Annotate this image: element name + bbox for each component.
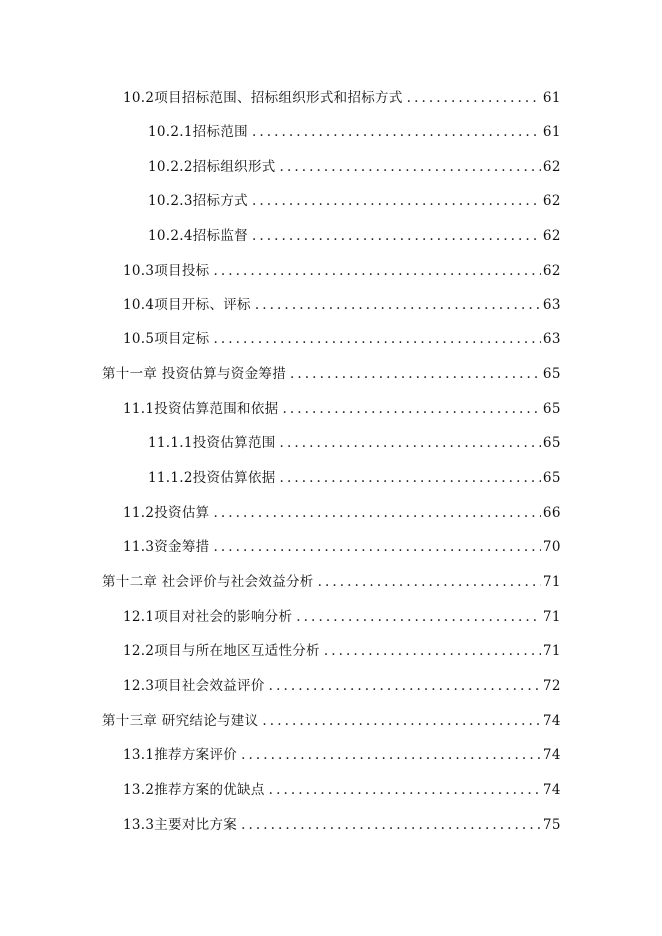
toc-dot-leader: [269, 675, 541, 697]
toc-entry-title: 11.1投资估算范围和依据: [123, 401, 279, 417]
toc-entry-title: 第十一章 投资估算与资金筹措: [102, 366, 286, 382]
toc-entry-page: 62: [542, 193, 561, 209]
toc-entry[interactable]: [123, 260, 561, 282]
toc-dot-leader: [324, 640, 541, 662]
toc-dot-leader: [280, 432, 541, 454]
toc-dot-leader: [213, 328, 540, 350]
toc-entry[interactable]: [123, 502, 561, 524]
toc-entry-page: 62: [542, 159, 561, 175]
toc-entry-title: 10.2.2招标组织形式: [148, 159, 276, 175]
toc-entry-page: 71: [542, 643, 561, 659]
toc-entry-title: 11.1.1投资估算范围: [148, 435, 276, 451]
toc-entry-title: 12.1项目对社会的影响分析: [123, 609, 293, 625]
toc-dot-leader: [252, 121, 541, 143]
toc-entry[interactable]: [102, 363, 561, 385]
toc-entry-title: 10.2.4招标监督: [148, 228, 248, 244]
toc-entry[interactable]: [148, 225, 561, 247]
toc-dot-leader: [296, 606, 541, 628]
toc-entry-title: 13.3主要对比方案: [123, 817, 238, 833]
toc-entry-title: 12.3项目社会效益评价: [123, 678, 265, 694]
toc-dot-leader: [213, 502, 540, 524]
toc-entry[interactable]: [123, 87, 561, 109]
toc-entry-title: 12.2项目与所在地区互适性分析: [123, 643, 320, 659]
toc-entry-page: 74: [542, 782, 561, 798]
toc-entry-title: 10.2.3招标方式: [148, 193, 248, 209]
toc-dot-leader: [241, 814, 541, 836]
toc-entry-title: 10.4项目开标、评标: [123, 297, 251, 313]
toc-dot-leader: [213, 260, 540, 282]
toc-entry[interactable]: [123, 536, 561, 558]
toc-entry-page: 63: [542, 297, 561, 313]
toc-entry[interactable]: [148, 467, 561, 489]
toc-dot-leader: [280, 156, 541, 178]
toc-entry-title: 10.2项目招标范围、招标组织形式和招标方式: [123, 90, 403, 106]
toc-entry[interactable]: [123, 398, 561, 420]
toc-entry-page: 61: [542, 124, 561, 140]
toc-entry-page: 75: [542, 817, 561, 833]
toc-entry-page: 61: [542, 90, 561, 106]
toc-dot-leader: [318, 571, 541, 593]
toc-dot-leader: [290, 363, 541, 385]
toc-entry-page: 65: [542, 366, 561, 382]
toc-dot-leader: [255, 294, 541, 316]
toc-entry[interactable]: [123, 814, 561, 836]
toc-entry-title: 11.3资金筹措: [123, 539, 210, 555]
toc-dot-leader: [241, 744, 541, 766]
toc-entry[interactable]: [148, 121, 561, 143]
toc-entry[interactable]: [123, 606, 561, 628]
toc-entry-page: 62: [542, 263, 561, 279]
toc-entry-page: 63: [542, 331, 561, 347]
toc-entry[interactable]: [123, 675, 561, 697]
toc-entry-page: 65: [542, 435, 561, 451]
toc-entry[interactable]: [123, 294, 561, 316]
toc-entry-title: 13.2推荐方案的优缺点: [123, 782, 265, 798]
toc-dot-leader: [280, 467, 541, 489]
toc-entry-page: 71: [542, 609, 561, 625]
toc-entry[interactable]: [148, 432, 561, 454]
toc-entry-title: 10.5项目定标: [123, 331, 210, 347]
toc-entry-page: 71: [542, 574, 561, 590]
toc-entry[interactable]: [148, 190, 561, 212]
toc-entry[interactable]: [123, 328, 561, 350]
toc-dot-leader: [282, 398, 540, 420]
toc-dot-leader: [269, 779, 541, 801]
toc-entry-page: 66: [542, 505, 561, 521]
toc-entry[interactable]: [102, 571, 561, 593]
toc-entry-page: 62: [542, 228, 561, 244]
toc-entry-page: 65: [542, 401, 561, 417]
toc-entry[interactable]: [102, 710, 561, 732]
toc-dot-leader: [407, 87, 541, 109]
toc-dot-leader: [262, 710, 540, 732]
toc-entry[interactable]: [123, 640, 561, 662]
toc-entry-title: 11.2投资估算: [123, 505, 210, 521]
toc-entry-title: 第十三章 研究结论与建议: [102, 713, 259, 729]
toc-dot-leader: [252, 190, 541, 212]
toc-entry-page: 70: [542, 539, 561, 555]
toc-entry[interactable]: [123, 744, 561, 766]
toc-entry-title: 13.1推荐方案评价: [123, 747, 238, 763]
toc-entry-title: 第十二章 社会评价与社会效益分析: [102, 574, 314, 590]
toc-entry-page: 65: [542, 470, 561, 486]
toc-dot-leader: [252, 225, 541, 247]
toc-dot-leader: [213, 536, 540, 558]
toc-entry[interactable]: [123, 779, 561, 801]
toc-entry-page: 74: [542, 747, 561, 763]
toc-entry-title: 11.1.2投资估算依据: [148, 470, 276, 486]
toc-entry-title: 10.2.1招标范围: [148, 124, 248, 140]
toc-entry-page: 74: [542, 713, 561, 729]
toc-entry-title: 10.3项目投标: [123, 263, 210, 279]
toc-entry-page: 72: [542, 678, 561, 694]
toc-entry[interactable]: [148, 156, 561, 178]
